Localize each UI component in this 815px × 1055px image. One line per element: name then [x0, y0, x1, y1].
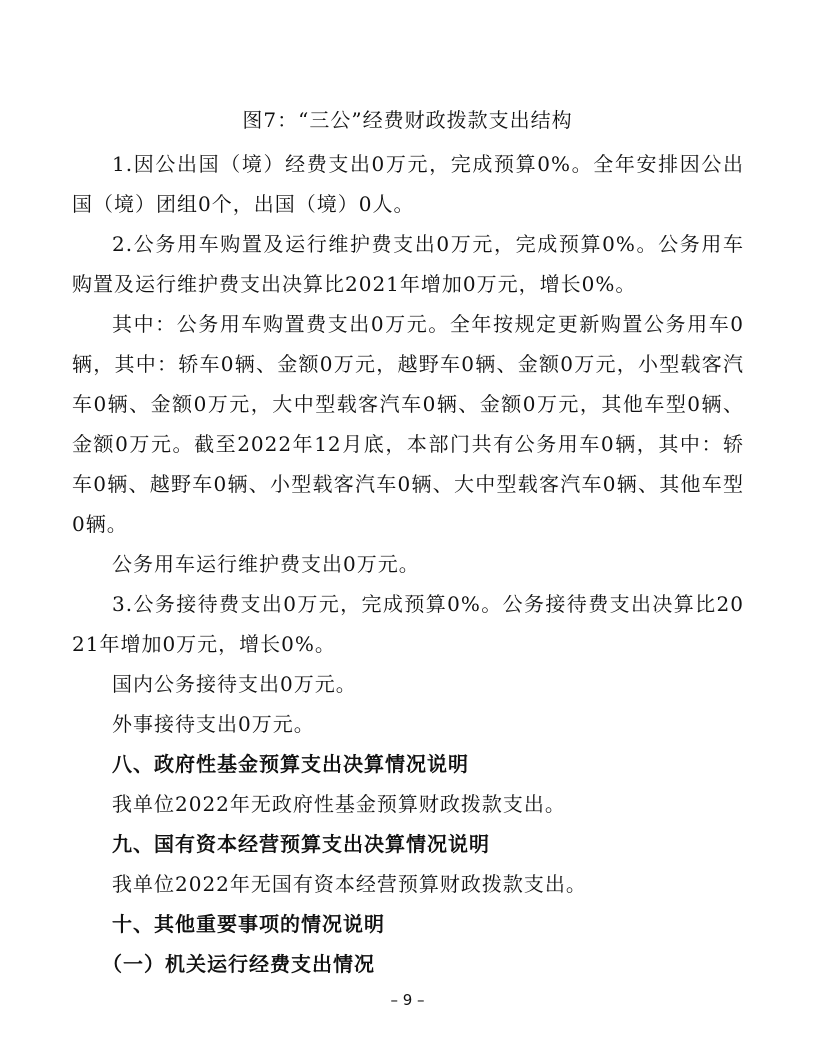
paragraph-government-fund: 我单位2022年无政府性基金预算财政拨款支出。 — [112, 792, 566, 816]
section-heading-state-capital: 九、国有资本经营预算支出决算情况说明 — [112, 832, 490, 856]
document-body — [72, 144, 744, 984]
subsection-heading-operating-expenses: （一）机关运行经费支出情况 — [102, 952, 375, 976]
paragraph-domestic-reception: 国内公务接待支出0万元。 — [112, 672, 357, 696]
figure-caption: 图7：“三公”经费财政拨款支出结构 — [242, 108, 573, 132]
paragraph-overseas-travel: 1.因公出国（境）经费支出0万元，完成预算0%。全年安排因公出国（境）团组0个，出国（境）0人。 — [72, 152, 744, 216]
paragraph-vehicle-purchase: 其中：公务用车购置费支出0万元。全年按规定更新购置公务用车0辆，其中：轿车0辆、金额0万元，越野车0辆、金额0万元，小型载客汽车0辆、金额0万元，大中型载客汽车0辆、金额0万元，其他车型0辆、金额0万元。截至2022年12月底，本部门共有公务用车0辆，其中：轿车0辆、越野车0辆、小型载客汽车0辆、大中型载客汽车0辆、其他车型0辆。 — [72, 312, 744, 536]
paragraph-state-capital: 我单位2022年无国有资本经营预算财政拨款支出。 — [112, 872, 587, 896]
paragraph-foreign-reception: 外事接待支出0万元。 — [112, 712, 315, 736]
section-heading-other-matters: 十、其他重要事项的情况说明 — [112, 912, 385, 936]
paragraph-vehicle-expenses: 2.公务用车购置及运行维护费支出0万元，完成预算0%。公务用车购置及运行维护费支出决算比2021年增加0万元，增长0%。 — [72, 232, 744, 296]
paragraph-vehicle-maintenance: 公务用车运行维护费支出0万元。 — [112, 552, 420, 576]
paragraph-reception-expenses: 3.公务接待费支出0万元，完成预算0%。公务接待费支出决算比2021年增加0万元，增长0%。 — [72, 592, 744, 656]
section-heading-government-fund: 八、政府性基金预算支出决算情况说明 — [112, 752, 469, 776]
page-number: – 9 – — [390, 991, 425, 1009]
